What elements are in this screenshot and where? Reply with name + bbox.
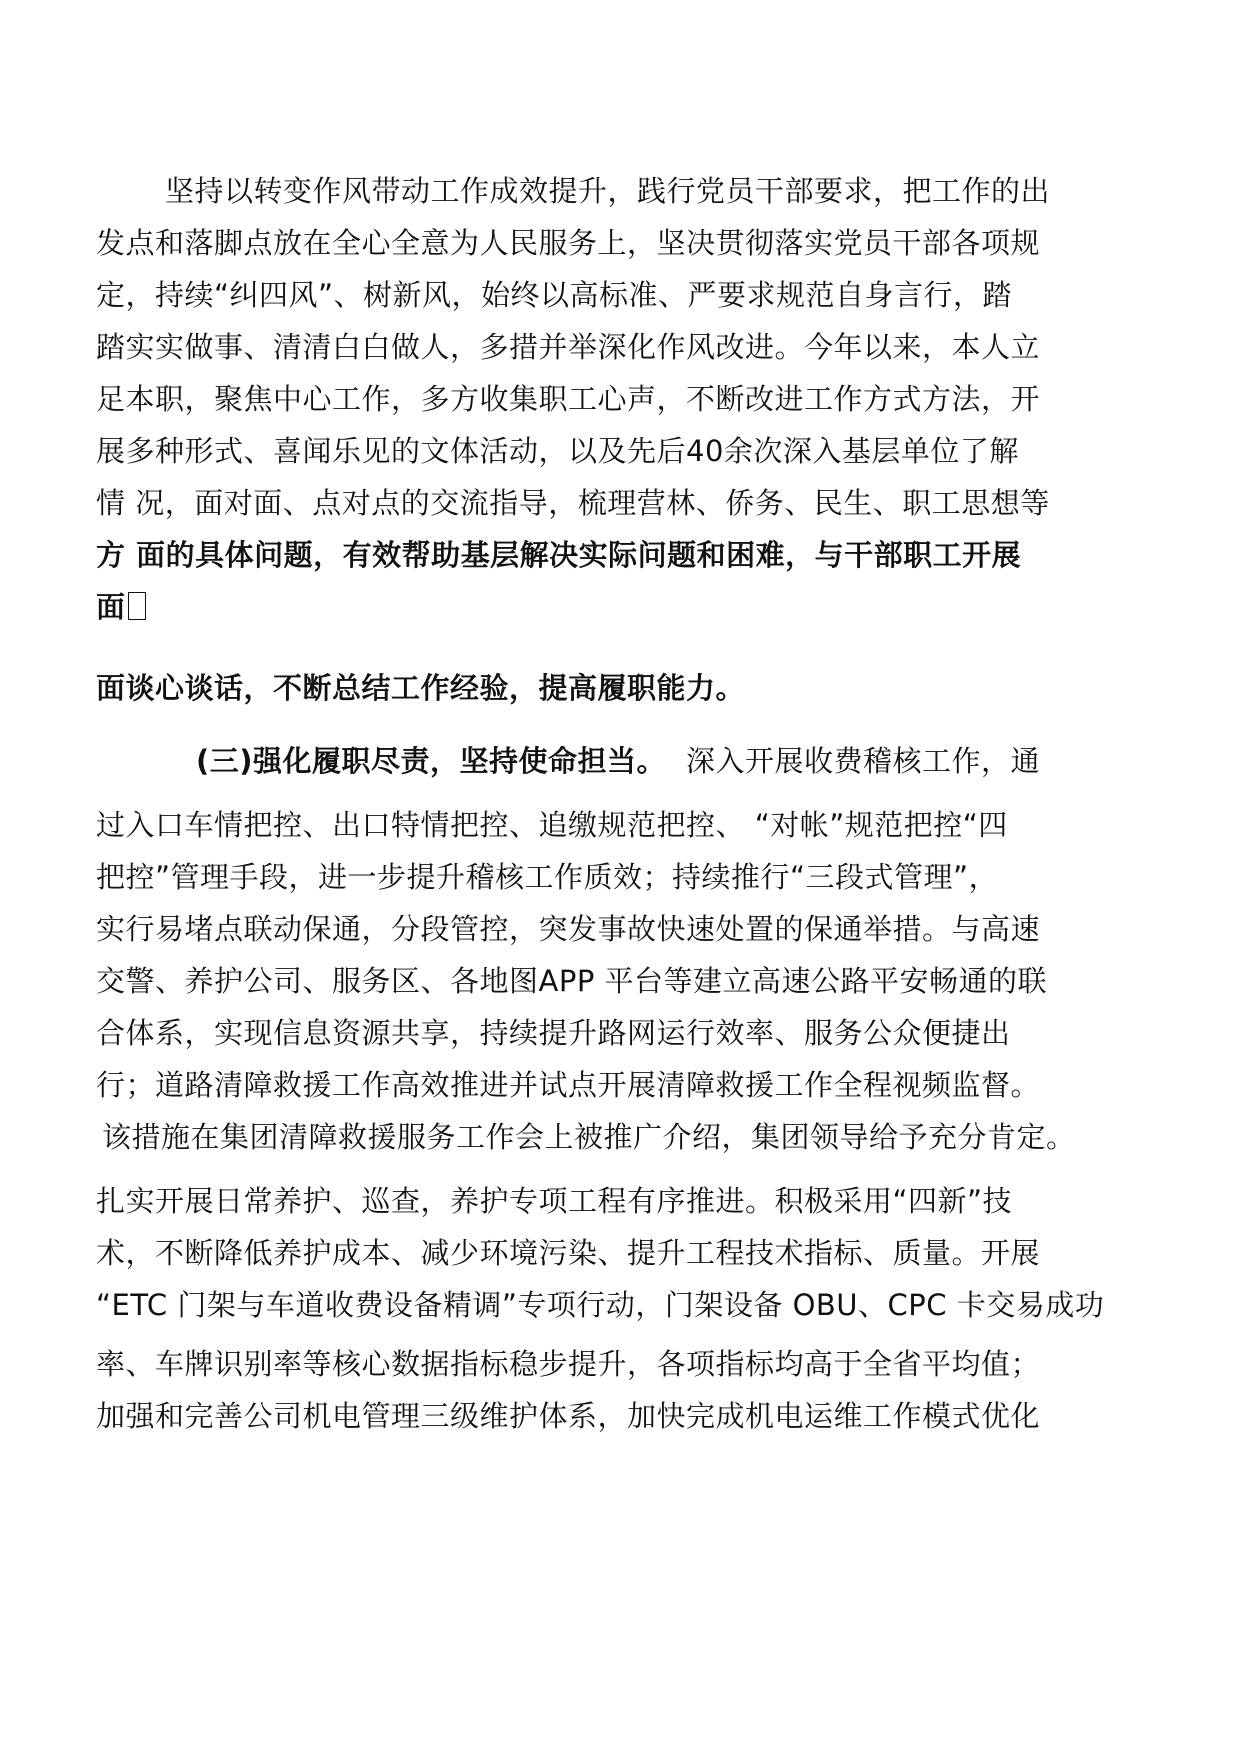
text-line-1: 坚持以转变作风带动工作成效提升，践行党员干部要求，把工作的出 (165, 174, 1051, 208)
text-line-7: 情 况，面对面、点对点的交流指导，梳理营林、侨务、民生、职工思想等 (96, 486, 1050, 520)
section-heading-continuation: 深入开展收费稽核工作，通 (686, 744, 1041, 778)
text-line-8: 方 面的具体问题，有效帮助基层解决实际问题和困难，与干部职工开展 (96, 538, 1022, 572)
text-line-22: 率、车牌识别率等核心数据指标稳步提升，各项指标均高于全省平均值； (96, 1347, 1041, 1381)
text-line-6: 展多种形式、喜闻乐见的文体活动，以及先后40余次深入基层单位了解 (96, 434, 1019, 468)
text-line-9 (96, 587, 146, 627)
text-line-11 (196, 741, 1040, 781)
text-line-5: 足本职，聚焦中心工作，多方收集职工心声，不断改进工作方式方法，开 (96, 382, 1041, 416)
text-line-17: 行；道路清障救援工作高效推进并试点开展清障救援工作全程视频监督。 (96, 1068, 1041, 1102)
text-line-19: 扎实开展日常养护、巡查，养护专项工程有序推进。积极采用“四新”技 (96, 1184, 1013, 1218)
text-line-3: 定，持续“纠四风”、树新风，始终以高标准、严要求规范自身言行，踏 (96, 278, 1013, 312)
text-line-2: 发点和落脚点放在全心全意为人民服务上，坚决贯彻落实党员干部各项规 (96, 226, 1041, 260)
missing-glyph-box (128, 592, 146, 620)
text-line-16: 合体系，实现信息资源共享，持续提升路网运行效率、服务公众便捷出 (96, 1016, 1011, 1050)
text-line-14: 实行易堵点联动保通，分段管控，突发事故快速处置的保通举措。与高速 (96, 912, 1041, 946)
text-line-9-char: 面 (96, 590, 126, 624)
section-heading: (三)强化履职尽责，坚持使命担当。 (196, 744, 667, 778)
text-line-18: 该措施在集团清障救援服务工作会上被推广介绍，集团领导给予充分肯定。 (102, 1120, 1076, 1154)
text-line-10: 面谈心谈话，不断总结工作经验，提高履职能力。 (96, 671, 746, 705)
text-line-23: 加强和完善公司机电管理三级维护体系，加快完成机电运维工作模式优化 (96, 1399, 1041, 1433)
text-line-21: “ETC 门架与车道收费设备精调”专项行动，门架设备 OBU、CPC 卡交易成功 (96, 1288, 1105, 1322)
text-line-15: 交警、养护公司、服务区、各地图APP 平台等建立高速公路平安畅通的联 (96, 964, 1048, 998)
text-line-12: 过入口车情把控、出口特情把控、追缴规范把控、 “对帐”规范把控“四 (96, 808, 1008, 842)
text-line-20: 术，不断降低养护成本、减少环境污染、提升工程技术指标、质量。开展 (96, 1236, 1041, 1270)
text-line-13: 把控”管理手段，进一步提升稽核工作质效；持续推行“三段式管理”， (96, 860, 999, 894)
text-line-4: 踏实实做事、清清白白做人，多措并举深化作风改进。今年以来，本人立 (96, 330, 1041, 364)
